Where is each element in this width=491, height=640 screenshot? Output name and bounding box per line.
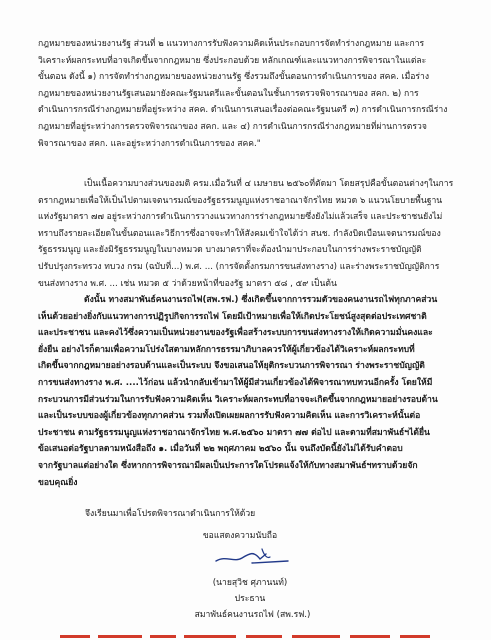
paragraph-3-line: จากรัฐบาลแต่อย่างใด ซึ่งหากการพิจารณามีผลเป็นประการใดโปรดแจ้งให้กับทางสมาพันธ์ฯทราบด้วยจัก (38, 460, 418, 471)
paragraph-1-line: พิจารณาของ สคก. และอยู่ระหว่างการดำเนินการของ สคค." (38, 138, 261, 149)
paragraph-2-line: ปรับปรุงกระทรวง ทบวง กรม (ฉบับที่...) พ.ศ. ... (การจัดตั้งกรมการขนส่งทางราง) และร่างพระราชบัญญัติการ (38, 261, 440, 272)
handwritten-signature (212, 545, 292, 571)
paragraph-1 (38, 36, 458, 152)
paragraph-3-line: ยั่งยืน อย่างไรก็ตามเพื่อความโปร่งใสตามหลักการธรรมาภิบาลควรให้ผู้เกี่ยวข้องได้วิเคราะห์ผลกระทบที่ (38, 344, 415, 355)
paragraph-2-line: ตรากฎหมายเพื่อให้เป็นไปตามเจตนารมณ์ของรัฐธรรมนูญแห่งราชอาณาจักรไทย หมวด ๖ แนวนโยบายพื้นฐาน (38, 195, 443, 206)
paragraph-1-line: กฎหมายที่อยู่ระหว่างการตรวจพิจารณาของ สคก. และ ๔) การดำเนินการกรณีร่างกฎหมายที่ผ่านการตรวจ (38, 121, 427, 132)
paragraph-3-line: ประชาชน ตามรัฐธรรมนูญแห่งราชอาณาจักรไทย พ.ศ.๒๕๖๐ มาตรา ๗๗ ต่อไป และตามที่สมาพันธ์ฯได้ยื่น (38, 427, 430, 438)
paragraph-3-line: ขอบคุณยิ่ง (38, 477, 78, 488)
paragraph-3 (38, 292, 458, 491)
closing-line: จึงเรียนมาเพื่อโปรดพิจารณาดำเนินการให้ด้วย (85, 509, 256, 519)
paragraph-3-line: กระบวนการมีส่วนร่วมในการรับฟังความคิดเห็น วิเคราะห์ผลกระทบที่อาจจะเกิดขึ้นจากกฎหมายอย่างรอบด้าน (38, 394, 438, 405)
paragraph-3-line: และประชาชน และคงไว้ซึ่งความเป็นหน่วยงานของรัฐเพื่อสร้างระบบการขนส่งทางรางให้เกิดความมั่นคงและ (38, 328, 433, 339)
signer-title: ประธาน (234, 594, 266, 604)
signer-organization: สมาพันธ์คนงานรถไฟ (สพ.รฟ.) (194, 610, 311, 620)
paragraph-3-line: เห็นด้วยอย่างยิ่งกับแนวทางการปฏิรูปกิจการรถไฟ โดยมีเป้าหมายเพื่อให้เกิดประโยชน์สูงสุดต่อประเทศชาติ (38, 311, 427, 322)
paragraph-3-line: เกิดขึ้นจากกฎหมายอย่างรอบด้านและเป็นระบบ จึงขอเสนอให้ยุติกระบวนการพิจารณา ร่างพระราชบัญญัติ (38, 361, 425, 372)
paragraph-1-line: กฎหมายของหน่วยงานรัฐเสนอมายังคณะรัฐมนตรีและขั้นตอนในชั้นการตรวจพิจารณาของ สคก. ๒) การ (38, 88, 419, 99)
paragraph-2-line: แห่งรัฐมาตรา ๗๗ อยู่ระหว่างการดำเนินการวางแนวทางการร่างกฎหมายซึ่งยังไม่แล้วเสร็จ และประชาชนยังไม่ (38, 212, 443, 223)
paragraph-2-line: รัฐธรรมนูญ และยังมิรัฐธรรมนูญในบางหมวด บางมาตราที่จะต้องนำมาประกอบในการร่างพระราชบัญญัติ (38, 245, 422, 256)
paragraph-2 (38, 176, 458, 292)
paragraph-2-line: ทราบถึงรายละเอียดในขั้นตอนและวิธีการซึ่งอาจจะทำให้สังคมเข้าใจได้ว่า สนช. กำลังบิดเบือนเจตนารมณ์ของ (38, 228, 441, 239)
signer-name: (นายสุวิช ศุภานนท์) (212, 578, 288, 588)
paragraph-3-line: ดังนั้น ทางสมาพันธ์คนงานรถไฟ(สพ.รฟ.) ซึ่งเกิดขึ้นจากการรวมตัวของคนงานรถไฟทุกภาคส่วน (84, 295, 438, 305)
paragraph-1-line: วิเคราะห์ผลกระทบที่อาจเกิดขึ้นจากกฎหมาย ซึ่งประกอบด้วย หลักเกณฑ์และแนวทางการพิจารณาในแต่ละ (38, 55, 427, 66)
paragraph-1-line: ขั้นตอน ดังนี้ ๑) การจัดทำร่างกฎหมายของหน่วยงานรัฐ ซึ่งรวมถึงขั้นตอนการดำเนินการของ สคค. เมื่อร่าง (38, 72, 430, 83)
regards-text: ขอแสดงความนับถือ (202, 531, 278, 541)
footer-red-text-fragment (0, 630, 491, 640)
paragraph-2-line: เป็นเนื้อความบางส่วนของมติ ครม.เมื่อวันที่ ๔ เมษายน ๒๕๖๐ที่ตัดมา โดยสรุปคือขั้นตอนต่างๆในการ (84, 179, 454, 189)
paragraph-3-line: ข้อเสนอต่อรัฐบาลตามหนังสือถึง ๑. เมื่อวันที่ ๒๒ พฤศภาคม ๒๕๖๐ นั้น จนถึงบัดนี้ยังไม่ได้รับคำตอบ (38, 444, 403, 455)
paragraph-1-line: กฎหมายของหน่วยงานรัฐ ส่วนที่ ๒ แนวทางการรับฟังความคิดเห็นประกอบการจัดทำร่างกฎหมาย และการ (38, 39, 425, 49)
paragraph-3-line: และเป็นระบบของผู้เกี่ยวข้องทุกภาคส่วน รวมทั้งเปิดเผยผลการรับฟังความคิดเห็น และการวิเคราะห์นั้นต่อ (38, 411, 421, 422)
paragraph-1-line: ดำเนินการกรณีร่างกฎหมายที่อยู่ระหว่าง สคค. ดำเนินการเสนอเรื่องต่อคณะรัฐมนตรี ๓) การดำเนินการกรณีร่าง (38, 105, 448, 116)
paragraph-2-line: ขนส่งทางราง พ.ศ. ... เช่น หมวด ๕ ว่าด้วยหน้าที่ของรัฐ มาตรา ๕๘ , ๕๙ เป็นต้น (38, 278, 337, 289)
paragraph-3-line: การขนส่งทางราง พ.ศ. ....ไว้ก่อน แล้วนำกลับเข้ามาให้ผู้มีส่วนเกี่ยวข้องได้พิจารณาทบทวนอีกครั้ง โดยให้มี (38, 377, 433, 388)
